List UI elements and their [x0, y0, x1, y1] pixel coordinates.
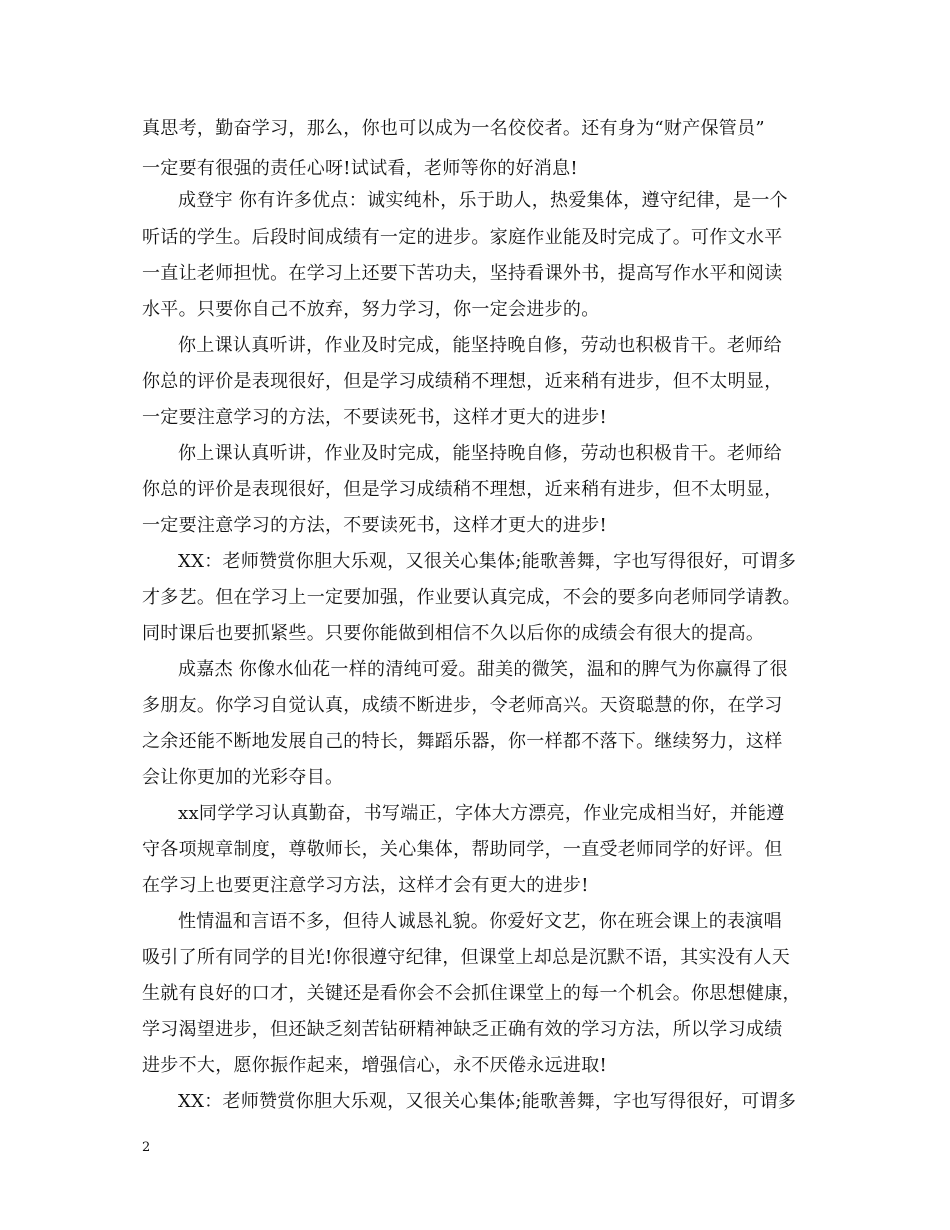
text-line: 水平。只要你自己不放弃，努力学习，你一定会进步的。	[142, 299, 600, 320]
text-line: 你上课认真听讲，作业及时完成，能坚持晚自修，劳动也积极肯干。老师给	[178, 335, 782, 356]
text-line: 同时课后也要抓紧些。只要你能做到相信不久以后你的成绩会有很大的提高。	[142, 623, 765, 644]
text-line: 一定要有很强的责任心呀!试试看，老师等你的好消息!	[142, 158, 578, 179]
text-line: XX：老师赞赏你胆大乐观，又很关心集体;能歌善舞，字也写得很好，可谓多	[178, 551, 797, 572]
text-line: xx同学学习认真勤奋，书写端正，字体大方漂亮，作业完成相当好，并能遵	[178, 803, 785, 824]
text-line: 成嘉杰 你像水仙花一样的清纯可爱。甜美的微笑，温和的脾气为你赢得了很	[178, 659, 788, 680]
text-line: 在学习上也要更注意学习方法，这样才会有更大的进步!	[142, 875, 589, 896]
text-line: 一直让老师担忧。在学习上还要下苦功夫，坚持看课外书，提高写作水平和阅读	[142, 263, 783, 284]
text-line: XX：老师赞赏你胆大乐观，又很关心集体;能歌善舞，字也写得很好，可谓多	[178, 1091, 797, 1112]
text-line: 你总的评价是表现很好，但是学习成绩稍不理想，近来稍有进步，但不太明显，	[142, 371, 783, 392]
text-line: 之余还能不断地发展自己的特长，舞蹈乐器，你一样都不落下。继续努力，这样	[142, 731, 783, 752]
text-line: 你上课认真听讲，作业及时完成，能坚持晚自修，劳动也积极肯干。老师给	[178, 443, 782, 464]
text-line: 才多艺。但在学习上一定要加强，作业要认真完成，不会的要多向老师同学请教。	[142, 587, 801, 608]
text-line: 吸引了所有同学的目光!你很遵守纪律，但课堂上却总是沉默不语，其实没有人天	[142, 947, 791, 968]
text-line: 生就有良好的口才，关键还是看你会不会抓住课堂上的每一个机会。你思想健康，	[142, 983, 801, 1004]
page-number: 2	[142, 1140, 151, 1155]
text-line: 守各项规章制度，尊敬师长，关心集体，帮助同学，一直受老师同学的好评。但	[142, 839, 783, 860]
text-line: 学习渴望进步，但还缺乏刻苦钻研精神缺乏正确有效的学习方法，所以学习成绩	[142, 1019, 783, 1040]
text-line: 你总的评价是表现很好，但是学习成绩稍不理想，近来稍有进步，但不太明显，	[142, 479, 783, 500]
text-line: 一定要注意学习的方法，不要读死书，这样才更大的进步!	[142, 407, 608, 428]
text-line: 性情温和言语不多，但待人诚恳礼貌。你爱好文艺，你在班会课上的表演唱	[178, 911, 782, 932]
text-line: 一定要注意学习的方法，不要读死书，这样才更大的进步!	[142, 515, 608, 536]
text-line: 成登宇 你有许多优点：诚实纯朴，乐于助人，热爱集体，遵守纪律，是一个	[178, 190, 788, 211]
text-line: 真思考，勤奋学习，那么，你也可以成为一名佼佼者。还有身为“财产保管员”	[142, 118, 765, 139]
text-line: 进步不大，愿你振作起来，增强信心，永不厌倦永远进取!	[142, 1055, 608, 1076]
text-line: 会让你更加的光彩夺目。	[142, 767, 344, 788]
text-line: 听话的学生。后段时间成绩有一定的进步。家庭作业能及时完成了。可作文水平	[142, 227, 783, 248]
text-line: 多朋友。你学习自觉认真，成绩不断进步，令老师高兴。天资聪慧的你，在学习	[142, 695, 783, 716]
